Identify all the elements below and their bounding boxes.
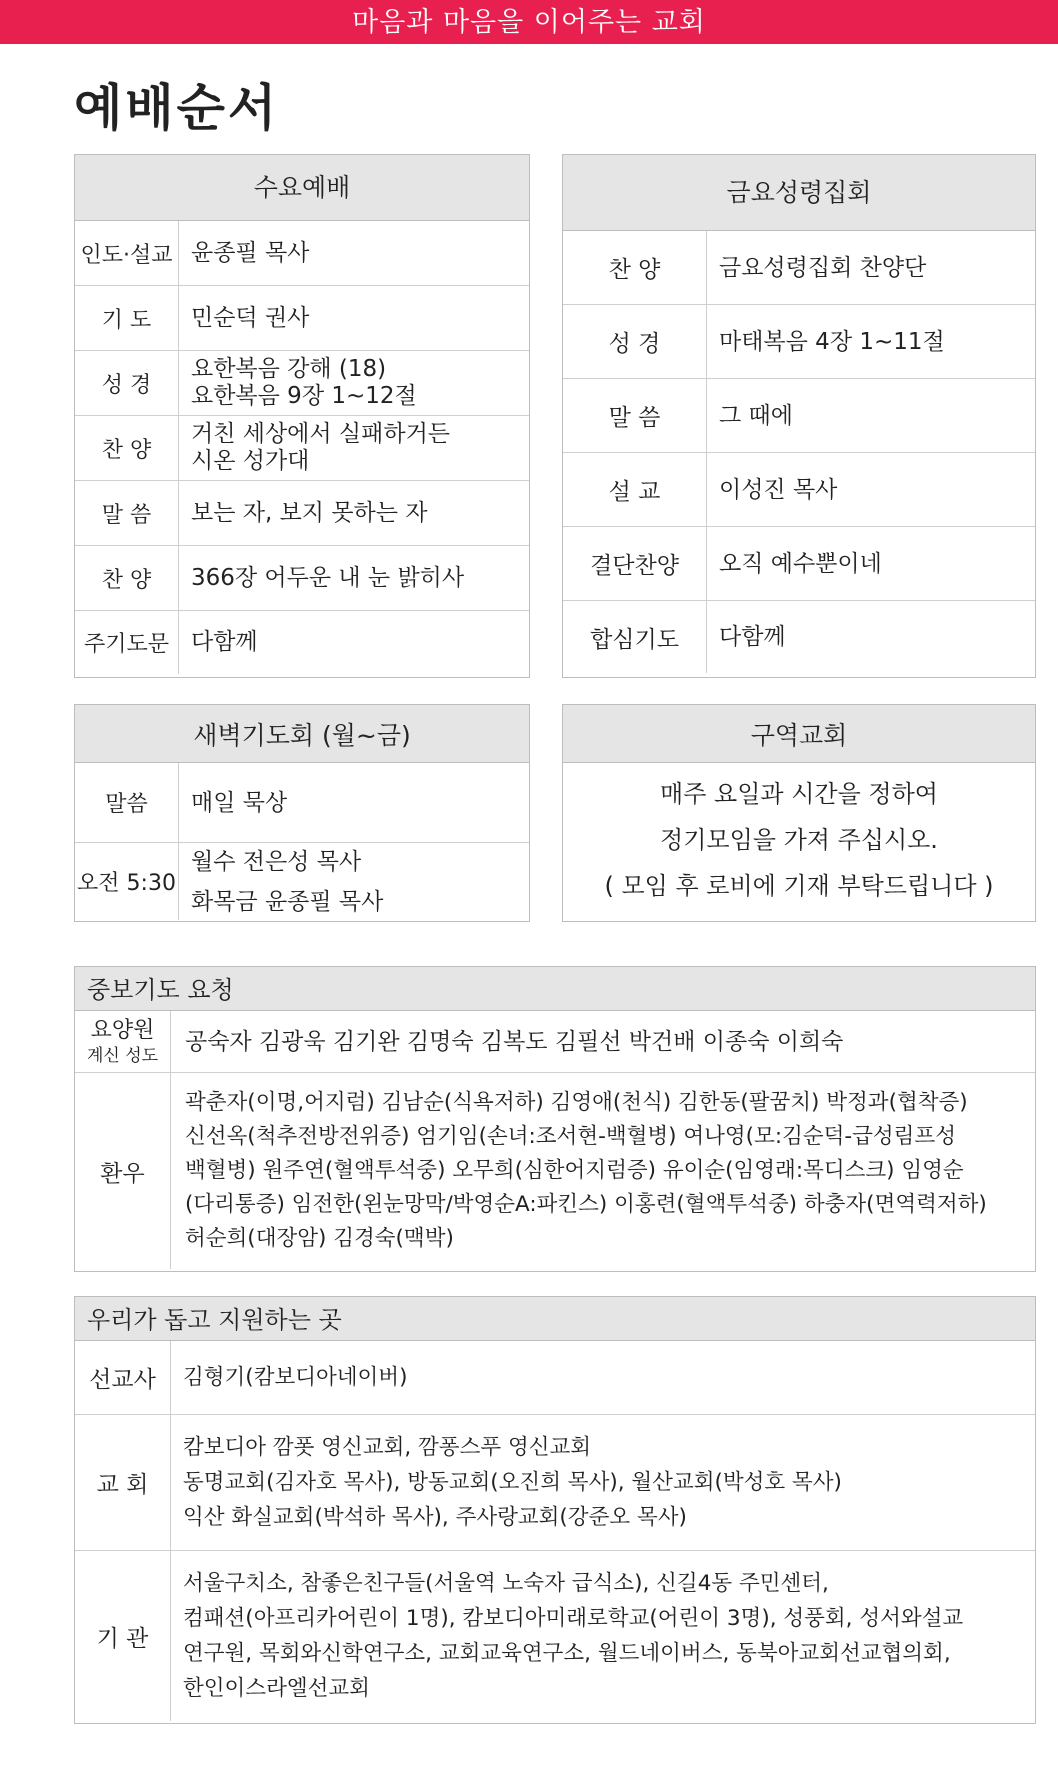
row-label: 선교사: [75, 1341, 171, 1414]
row-label: 기 관: [75, 1551, 171, 1721]
row-value: [171, 1551, 1035, 1721]
prayer-request-title: 중보기도 요청: [75, 967, 1035, 1011]
page-title: 예배순서: [74, 79, 280, 137]
row-value: [179, 351, 529, 415]
patients-line: (다리통증) 임전한(왼눈망막/박영순A:파킨스) 이홍련(혈액투석중) 하충자(면역력저하): [185, 1192, 987, 1217]
row-value-line: 한인이스라엘선교회: [183, 1676, 370, 1701]
patients-line: 곽춘자(이명,어지럼) 김남순(식욕저하) 김영애(천식) 김한동(팔꿈치) 박정과(협착증): [185, 1090, 968, 1115]
schedule-row: [75, 1341, 1035, 1415]
row-value: [179, 481, 529, 545]
row-label: 교 회: [75, 1415, 171, 1550]
row-value: [179, 221, 529, 285]
row-value: [707, 231, 1035, 304]
schedule-row: [75, 1415, 1035, 1551]
wednesday-service-box: [74, 154, 530, 678]
nursing-label: [75, 1011, 171, 1072]
row-label: 인도·설교: [75, 221, 179, 285]
dawn-prayer-box: [74, 704, 530, 922]
schedule-row: [563, 601, 1035, 673]
patients-list: [171, 1073, 1035, 1269]
row-value-line: 화목금 윤종필 목사: [191, 888, 384, 915]
row-value: [707, 305, 1035, 378]
row-value-line: 익산 화실교회(박석하 목사), 주사랑교회(강준오 목사): [183, 1505, 687, 1530]
prayer-row-nursing: [75, 1011, 1035, 1073]
schedule-row: [75, 481, 529, 546]
row-value-line: 요한복음 9장 1~12절: [191, 383, 417, 409]
row-value-line: 월수 전은성 목사: [191, 848, 362, 875]
district-church-title: 구역교회: [563, 705, 1035, 763]
row-value: [179, 843, 529, 920]
dawn-prayer-title: 새벽기도회 (월~금): [75, 705, 529, 763]
schedule-row: [563, 453, 1035, 527]
schedule-row: [75, 416, 529, 481]
row-label: 오전 5:30: [75, 843, 179, 920]
row-value: [707, 453, 1035, 526]
row-value-line: 서울구치소, 참좋은친구들(서울역 노숙자 급식소), 신길4동 주민센터,: [183, 1571, 829, 1596]
district-church-body: [563, 763, 1035, 909]
schedule-row: [75, 843, 529, 920]
schedule-row: [75, 221, 529, 286]
row-label: 찬 양: [563, 231, 707, 304]
row-value-line: 동명교회(김자호 목사), 방동교회(오진희 목사), 월산교회(박성호 목사): [183, 1470, 842, 1495]
prayer-request-box: [74, 966, 1036, 1272]
row-label: 찬 양: [75, 546, 179, 610]
row-value-line: 매일 묵상: [191, 789, 288, 816]
friday-service-title: 금요성령집회: [563, 155, 1035, 231]
nursing-sublabel: 계신 성도: [86, 1045, 159, 1066]
row-label: 말 씀: [75, 481, 179, 545]
row-value-line: 보는 자, 보지 못하는 자: [191, 499, 428, 526]
row-value-line: 그 때에: [719, 402, 793, 429]
row-label: 결단찬양: [563, 527, 707, 600]
row-value: [179, 416, 529, 480]
district-church-box: [562, 704, 1036, 922]
nursing-names-text: 공숙자 김광욱 김기완 김명숙 김복도 김필선 박건배 이종숙 이희숙: [185, 1028, 844, 1055]
row-value: [707, 527, 1035, 600]
schedule-row: [563, 527, 1035, 601]
schedule-row: [75, 611, 529, 674]
row-value: [179, 611, 529, 674]
row-value-line: 다함께: [191, 629, 258, 655]
row-value-line: 컴패션(아프리카어린이 1명), 캄보디아미래로학교(어린이 3명), 성풍회, 성서와설교: [183, 1606, 964, 1631]
schedule-row: [75, 1551, 1035, 1721]
top-banner: 마음과 마음을 이어주는 교회: [0, 0, 1058, 44]
support-title: 우리가 돕고 지원하는 곳: [75, 1297, 1035, 1341]
district-line: 정기모임을 가져 주십시오.: [660, 826, 938, 854]
row-value-line: 연구원, 목회와신학연구소, 교회교육연구소, 월드네이버스, 동북아교회선교협의회,: [183, 1641, 951, 1666]
row-value-line: 캄보디아 깜폿 영신교회, 깜퐁스푸 영신교회: [183, 1435, 592, 1460]
row-value-line: 오직 예수뿐이네: [719, 550, 882, 577]
friday-service-box: [562, 154, 1036, 678]
schedule-row: [75, 763, 529, 843]
row-label: 주기도문: [75, 611, 179, 674]
schedule-row: [75, 351, 529, 416]
support-box: [74, 1296, 1036, 1724]
row-label: 말씀: [75, 763, 179, 842]
row-value: [179, 286, 529, 350]
row-value-line: 366장 어두운 내 눈 밝히사: [191, 564, 465, 591]
row-label: 설 교: [563, 453, 707, 526]
row-value: [707, 379, 1035, 452]
row-value-line: 윤종필 목사: [191, 239, 310, 266]
patients-line: 신선옥(척추전방전위증) 엄기임(손녀:조서현-백혈병) 여나영(모:김순덕-급성림프성: [185, 1124, 956, 1149]
row-value-line: 이성진 목사: [719, 476, 838, 503]
row-label: 말 씀: [563, 379, 707, 452]
row-label: 찬 양: [75, 416, 179, 480]
row-label: 합심기도: [563, 601, 707, 673]
schedule-row: [563, 231, 1035, 305]
row-value-line: 시온 성가대: [191, 448, 310, 474]
schedule-row: [75, 546, 529, 611]
row-value-line: 요한복음 강해 (18): [191, 356, 387, 382]
nursing-label-text: 요양원: [90, 1017, 155, 1043]
prayer-row-patients: [75, 1073, 1035, 1269]
row-value: [171, 1341, 1035, 1414]
patients-label: 환우: [75, 1073, 171, 1269]
district-line: ( 모임 후 로비에 기재 부탁드립니다 ): [604, 872, 994, 900]
nursing-names: [171, 1011, 1035, 1072]
row-value-line: 금요성령집회 찬양단: [719, 254, 927, 281]
row-value-line: 거친 세상에서 실패하거든: [191, 421, 451, 447]
row-value: [179, 546, 529, 610]
schedule-row: [563, 305, 1035, 379]
row-value: [171, 1415, 1035, 1550]
row-value-line: 마태복음 4장 1~11절: [719, 328, 945, 355]
patients-line: 백혈병) 원주연(혈액투석중) 오무희(심한어지럼증) 유이순(임영래:목디스크) 임영순: [185, 1158, 964, 1183]
row-value-line: 민순덕 권사: [191, 304, 310, 331]
row-value: [707, 601, 1035, 673]
row-label: 성 경: [75, 351, 179, 415]
row-label: 성 경: [563, 305, 707, 378]
row-value-line: 다함께: [719, 624, 786, 650]
row-value: [179, 763, 529, 842]
schedule-row: [563, 379, 1035, 453]
district-line: 매주 요일과 시간을 정하여: [660, 780, 938, 808]
schedule-row: [75, 286, 529, 351]
patients-line: 허순희(대장암) 김경숙(맥박): [185, 1226, 454, 1251]
row-value-line: 김형기(캄보디아네이버): [183, 1365, 408, 1390]
row-label: 기 도: [75, 286, 179, 350]
wednesday-service-title: 수요예배: [75, 155, 529, 221]
